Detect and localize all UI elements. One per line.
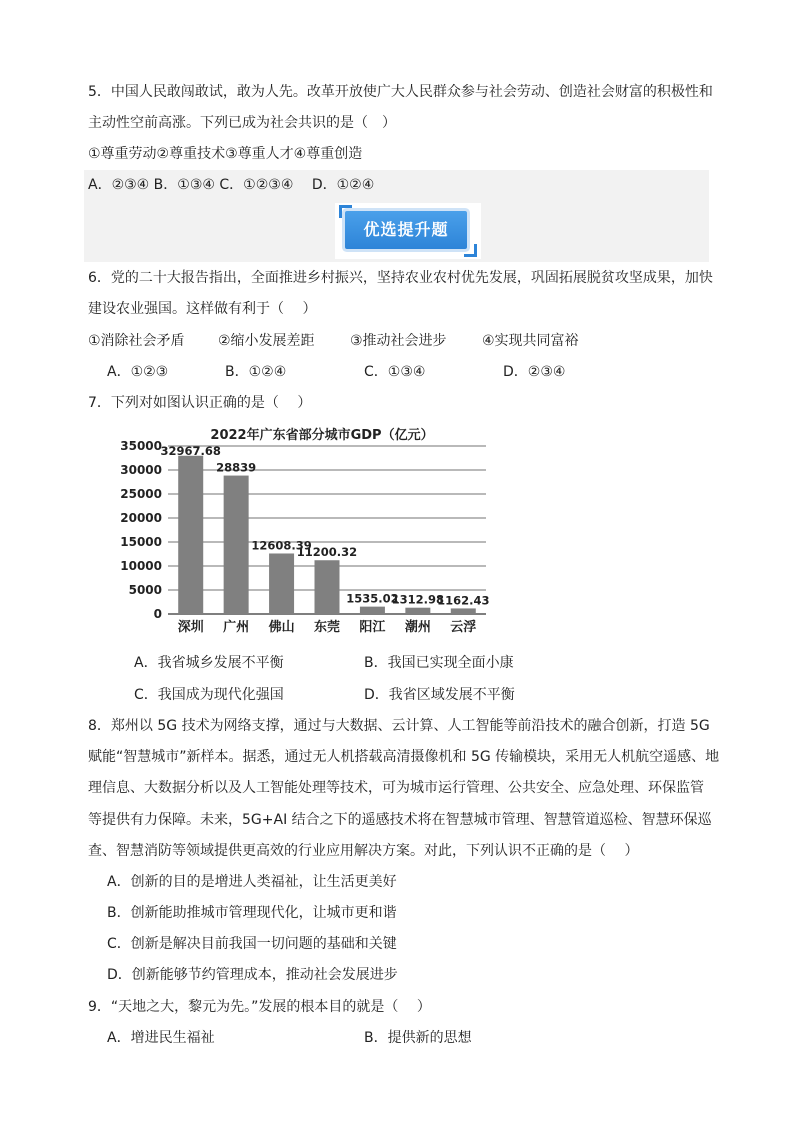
- q7-option-c: C．我国成为现代化强国: [134, 687, 284, 703]
- q8-stem-line1: 8．郑州以 5G 技术为网络支撑，通过与大数据、云计算、人工智能等前沿技术的融合创新，打造 5G: [88, 718, 710, 734]
- x-tick-label: 东莞: [313, 620, 341, 635]
- q8-option-d: D．创新能够节约管理成本，推动社会发展进步: [107, 967, 398, 983]
- q6-item-4: ④实现共同富裕: [482, 333, 579, 349]
- value-label: 11200.32: [296, 545, 358, 560]
- bar: [315, 560, 340, 614]
- q8-stem-line4: 等提供有力保障。未来，5G+AI 结合之下的遥感技术将在智慧城市管理、智慧管道巡检、智慧环保巡: [88, 812, 712, 828]
- q5-options: A．②③④ B．①③④ C．①②③④ D．①②④: [88, 177, 375, 193]
- q7-stem: 7．下列对如图认识正确的是（ ）: [88, 395, 312, 411]
- bar: [178, 456, 203, 614]
- value-label: 1535.02: [346, 591, 399, 606]
- x-tick-label: 阳江: [359, 620, 386, 635]
- x-tick-label: 佛山: [268, 620, 295, 635]
- y-tick-label: 5000: [128, 583, 162, 597]
- q6-item-3: ③推动社会进步: [350, 333, 447, 349]
- q7-option-a: A．我省城乡发展不平衡: [134, 655, 284, 671]
- value-label: 1312.98: [391, 592, 445, 607]
- q9-option-b: B．提供新的思想: [364, 1030, 472, 1046]
- q8-option-c: C．创新是解决目前我国一切问题的基础和关键: [107, 936, 397, 952]
- q8-stem-line3: 理信息、大数据分析以及人工智能处理等技术，可为城市运行管理、公共安全、应急处理、环保监管: [88, 780, 704, 796]
- q7-option-d: D．我省区域发展不平衡: [364, 687, 515, 703]
- q5-stem-line2: 主动性空前高涨。下列已成为社会共识的是（ ）: [88, 115, 396, 131]
- banner-corner-bottom-right: [464, 244, 477, 257]
- y-tick-label: 25000: [120, 487, 162, 501]
- chart-y-ticks: [120, 439, 162, 621]
- q6-option-d: D．②③④: [503, 364, 566, 380]
- banner-box: [345, 211, 467, 249]
- y-tick-label: 15000: [120, 535, 162, 549]
- q9-stem: 9．“天地之大，黎元为先。”发展的根本目的就是（ ）: [88, 999, 431, 1015]
- banner-corner-top-left: [339, 205, 352, 218]
- value-label: 12608.39: [251, 538, 312, 553]
- q8-stem-line5: 查、智慧消防等领域提供更高效的行业应用解决方案。对此，下列认识不正确的是（ ）: [88, 843, 639, 859]
- x-tick-label: 深圳: [177, 620, 204, 635]
- bar: [224, 476, 249, 614]
- q6-item-2: ②缩小发展差距: [218, 333, 315, 349]
- x-tick-label: 云浮: [450, 620, 477, 635]
- q7-option-b: B．我国已实现全面小康: [364, 655, 514, 671]
- q6-option-b: B．①②④: [225, 364, 287, 380]
- chart-x-labels: [178, 619, 477, 635]
- value-label: 32967.68: [160, 444, 221, 458]
- q6-stem-line1: 6．党的二十大报告指出，全面推进乡村振兴，坚持农业农村优先发展，巩固拓展脱贫攻坚成果，加快: [88, 270, 713, 286]
- x-tick-label: 潮州: [404, 620, 431, 635]
- q8-option-b: B．创新能助推城市管理现代化，让城市更和谐: [107, 905, 397, 921]
- section-banner: [335, 203, 481, 259]
- bar: [269, 553, 294, 614]
- value-label: 1162.43: [437, 593, 490, 608]
- q6-stem-line2: 建设农业强国。这样做有利于（ ）: [88, 301, 317, 317]
- q5-stem-line1: 5．中国人民敢闯敢试，敢为人先。改革开放使广大人民群众参与社会劳动、创造社会财富的积极性和: [88, 84, 713, 100]
- bar: [405, 608, 430, 614]
- bar: [451, 608, 476, 614]
- value-label: 28839: [216, 460, 257, 475]
- y-tick-label: 10000: [120, 559, 162, 573]
- y-tick-label: 35000: [120, 439, 162, 453]
- q6-item-1: ①消除社会矛盾: [88, 333, 185, 349]
- q8-stem-line2: 赋能“智慧城市”新样本。据悉，通过无人机搭载高清摄像机和 5G 传输模块，采用无人机航空遥感、地: [88, 749, 720, 765]
- q5-items: ①尊重劳动②尊重技术③尊重人才④尊重创造: [88, 146, 363, 162]
- x-tick-label: 广州: [223, 620, 250, 635]
- gdp-bar-chart: [118, 422, 498, 644]
- y-tick-label: 20000: [120, 511, 162, 525]
- q8-option-a: A．创新的目的是增进人类福祉，让生活更美好: [107, 874, 397, 890]
- banner-label: 优选提升题: [363, 220, 449, 239]
- chart-title: 2022年广东省部分城市GDP（亿元）: [210, 428, 434, 443]
- q6-option-a: A．①②③: [107, 364, 169, 380]
- y-tick-label: 30000: [120, 463, 162, 477]
- q6-option-c: C．①③④: [364, 364, 426, 380]
- bar: [360, 607, 385, 614]
- y-tick-label: 0: [153, 607, 162, 621]
- q9-option-a: A．增进民生福祉: [107, 1030, 215, 1046]
